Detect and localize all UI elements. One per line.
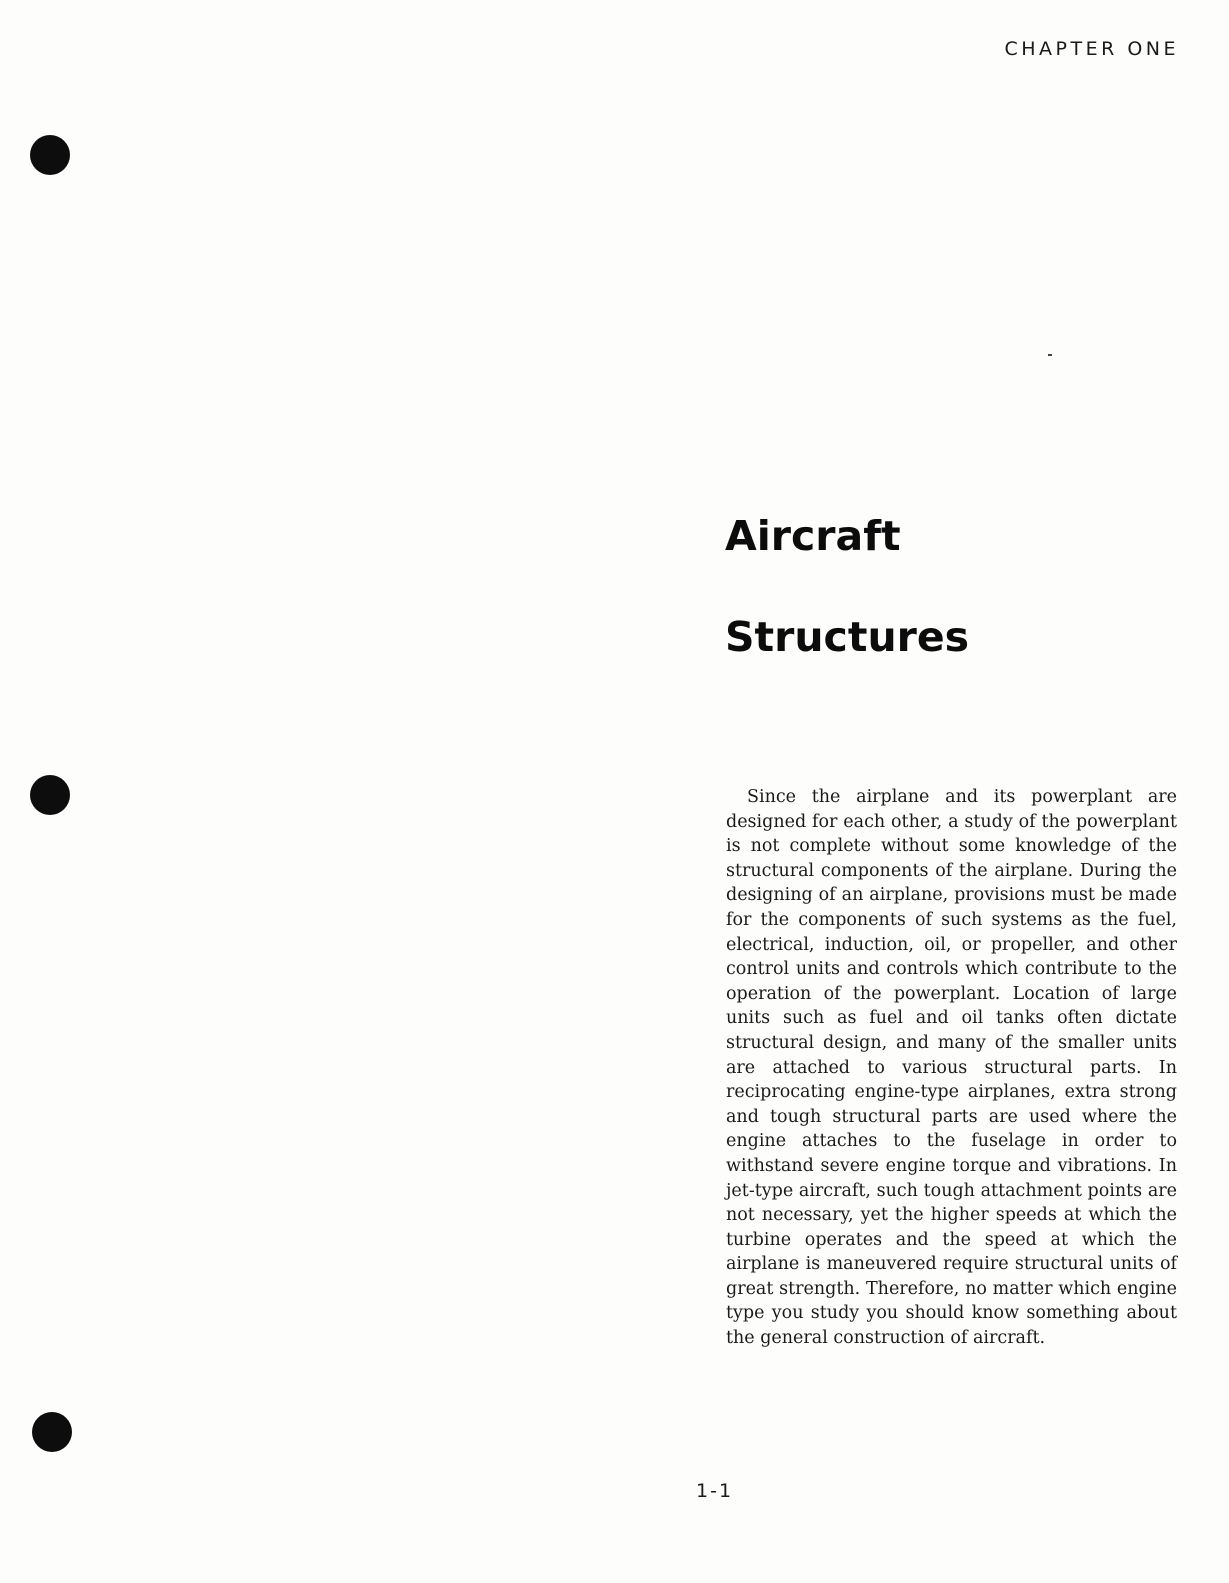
page-number: 1-1 [696, 1480, 734, 1502]
chapter-title-line-1: Aircraft [725, 512, 901, 560]
chapter-title-line-2: Structures [725, 613, 970, 661]
binder-hole-bottom [32, 1412, 72, 1452]
binder-hole-middle [30, 775, 70, 815]
paper-speck [1048, 354, 1052, 356]
intro-paragraph: Since the airplane and its powerplant are designed for each other, a study of the powerplant is not complete without some knowledge of the structural components of the airplane. During the designing of an airplane, provisions must be made for the components of such systems as the fuel, electrical, induction, oil, or propeller, and other control units and controls which contribute to the operation of the powerplant. Location of large units such as fuel and oil tanks often dictate structural design, and many of the smaller units are attached to various structural parts. In reciprocating engine-type airplanes, extra strong and tough structural parts are used where the engine attaches to the fuselage in order to withstand severe engine torque and vibrations. In jet-type aircraft, such tough attachment points are not necessary, yet the higher speeds at which the turbine operates and the speed at which the airplane is maneuvered require structural units of great strength. Therefore, no matter which engine type you study you should know something about the general construction of aircraft. [726, 787, 1177, 1349]
chapter-heading: CHAPTER ONE [1004, 38, 1179, 60]
binder-hole-top [30, 135, 70, 175]
